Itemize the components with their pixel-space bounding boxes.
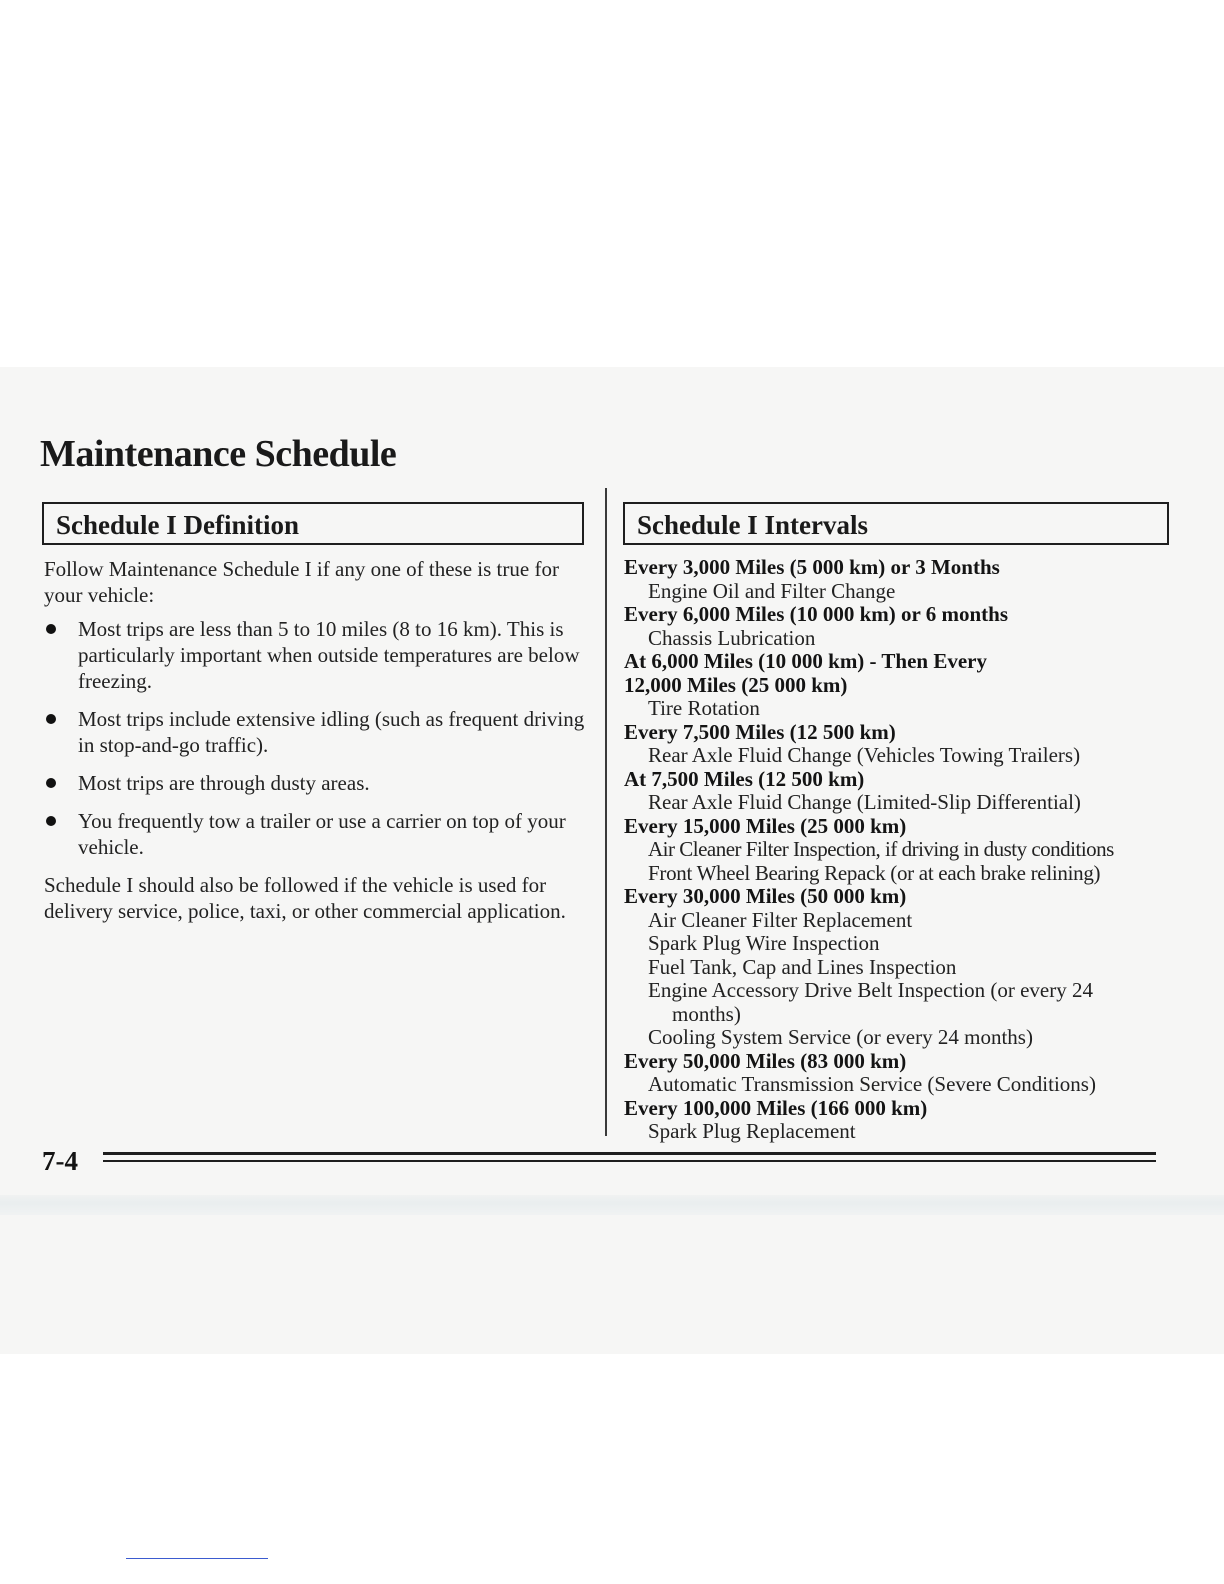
interval-title: Every 30,000 Miles (50 000 km) xyxy=(624,884,907,908)
interval-group xyxy=(624,885,1184,1050)
service-item: Cooling System Service (or every 24 months) xyxy=(648,1025,1033,1049)
service-item: Rear Axle Fluid Change (Vehicles Towing Trailers) xyxy=(648,743,1081,767)
interval-group xyxy=(624,815,1184,886)
interval-group xyxy=(624,556,1184,603)
closing-text: Schedule I should also be followed if the vehicle is used for delivery service, police, taxi, or other commercial application. xyxy=(44,873,566,923)
service-item: Air Cleaner Filter Inspection, if driving in dusty conditions xyxy=(648,837,1114,861)
list-item-text: You frequently tow a trailer or use a carrier on top of your vehicle. xyxy=(78,809,566,859)
service-item: Chassis Lubrication xyxy=(648,625,816,650)
service-item: Tire Rotation xyxy=(648,696,760,720)
interval-group xyxy=(624,721,1184,768)
interval-group xyxy=(624,1050,1184,1097)
footer-rule xyxy=(103,1152,1156,1155)
interval-title: Every 6,000 Miles (10 000 km) or 6 months xyxy=(624,602,1008,626)
list-item-text: Most trips are through dusty areas. xyxy=(78,771,370,795)
list-item-text: Most trips are less than 5 to 10 miles (8 to 16 km). This is particularly important when outside temperatures are below freezing. xyxy=(78,617,580,693)
section-heading-definition: Schedule I Definition xyxy=(42,502,584,545)
service-item: Rear Axle Fluid Change (Limited-Slip Differential) xyxy=(648,790,1081,814)
service-item: Air Cleaner Filter Replacement xyxy=(648,907,913,932)
service-item: Spark Plug Replacement xyxy=(648,1119,856,1143)
scan-edge xyxy=(0,1195,1224,1215)
interval-group xyxy=(624,768,1184,815)
list-item-text: Most trips include extensive idling (such as frequent driving in stop-and-go traffic). xyxy=(78,707,585,757)
interval-title: Every 7,500 Miles (12 500 km) xyxy=(624,719,896,744)
service-item: Spark Plug Wire Inspection xyxy=(648,931,880,955)
condition-list xyxy=(44,616,589,860)
interval-title: Every 50,000 Miles (83 000 km) xyxy=(624,1048,907,1073)
bullet-icon xyxy=(46,714,56,724)
page-title: Maintenance Schedule xyxy=(40,433,397,475)
intro-text: Follow Maintenance Schedule I if any one of these is true for your vehicle: xyxy=(44,557,559,607)
service-item: Fuel Tank, Cap and Lines Inspection xyxy=(648,954,957,979)
intervals-column xyxy=(624,556,1184,1144)
bullet-icon xyxy=(46,624,56,634)
service-item: Front Wheel Bearing Repack (or at each brake relining) xyxy=(648,860,1101,885)
footer-rule xyxy=(103,1160,1156,1162)
section-heading-intervals: Schedule I Intervals xyxy=(623,502,1169,545)
list-item xyxy=(44,770,589,796)
interval-title: At 7,500 Miles (12 500 km) xyxy=(624,766,865,791)
interval-title: Every 3,000 Miles (5 000 km) or 3 Months xyxy=(624,555,1000,579)
bullet-icon xyxy=(46,778,56,788)
interval-title: Every 100,000 Miles (166 000 km) xyxy=(624,1095,928,1120)
page-number: 7-4 xyxy=(42,1146,78,1176)
definition-column xyxy=(44,556,589,924)
list-item xyxy=(44,706,589,758)
bullet-icon xyxy=(46,816,56,826)
link-underline[interactable] xyxy=(126,1558,268,1559)
column-divider xyxy=(605,488,607,1136)
interval-group xyxy=(624,650,1184,721)
interval-group xyxy=(624,1097,1184,1144)
list-item xyxy=(44,616,589,694)
interval-group xyxy=(624,603,1184,650)
list-item xyxy=(44,808,589,860)
service-item: Engine Accessory Drive Belt Inspection (or every 24 months) xyxy=(648,978,1093,1026)
interval-title: At 6,000 Miles (10 000 km) - Then Every 12,000 Miles (25 000 km) xyxy=(624,649,987,697)
interval-title: Every 15,000 Miles (25 000 km) xyxy=(624,813,907,838)
service-item: Automatic Transmission Service (Severe Conditions) xyxy=(648,1072,1096,1096)
service-item: Engine Oil and Filter Change xyxy=(648,578,896,603)
